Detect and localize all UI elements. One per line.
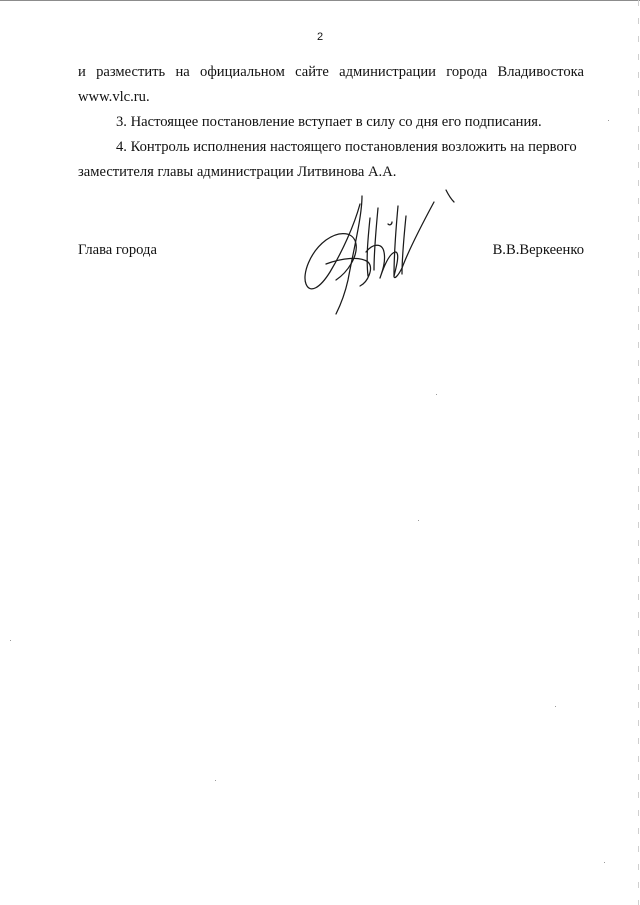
paragraph-publication-line-1: и разместить на официальном сайте администрации города Владивостока bbox=[78, 64, 584, 80]
scan-speck bbox=[608, 120, 609, 121]
signatory-name: В.В.Веркеенко bbox=[492, 242, 584, 258]
signatory-position: Глава города bbox=[78, 242, 157, 258]
paragraph-control-line-2: заместителя главы администрации Литвинова А.А. bbox=[78, 164, 397, 180]
scan-speck bbox=[436, 394, 437, 395]
scan-speck bbox=[604, 862, 605, 863]
scan-edge-right bbox=[638, 0, 639, 905]
scan-edge-top bbox=[0, 0, 640, 4]
paragraph-effective-date: 3. Настоящее постановление вступает в силу со дня его подписания. bbox=[116, 114, 542, 130]
scan-speck bbox=[555, 706, 556, 707]
scan-speck bbox=[418, 520, 419, 521]
paragraph-control bbox=[78, 135, 584, 185]
paragraph-publication-website: www.vlc.ru. bbox=[78, 89, 150, 105]
scan-speck bbox=[215, 780, 216, 781]
handwritten-signature-icon bbox=[296, 186, 456, 316]
page-number: 2 bbox=[316, 31, 324, 43]
paragraph-control-line-1: 4. Контроль исполнения настоящего постановления возложить на первого bbox=[116, 139, 577, 155]
paragraph-publication bbox=[78, 60, 584, 110]
scan-speck bbox=[10, 640, 11, 641]
